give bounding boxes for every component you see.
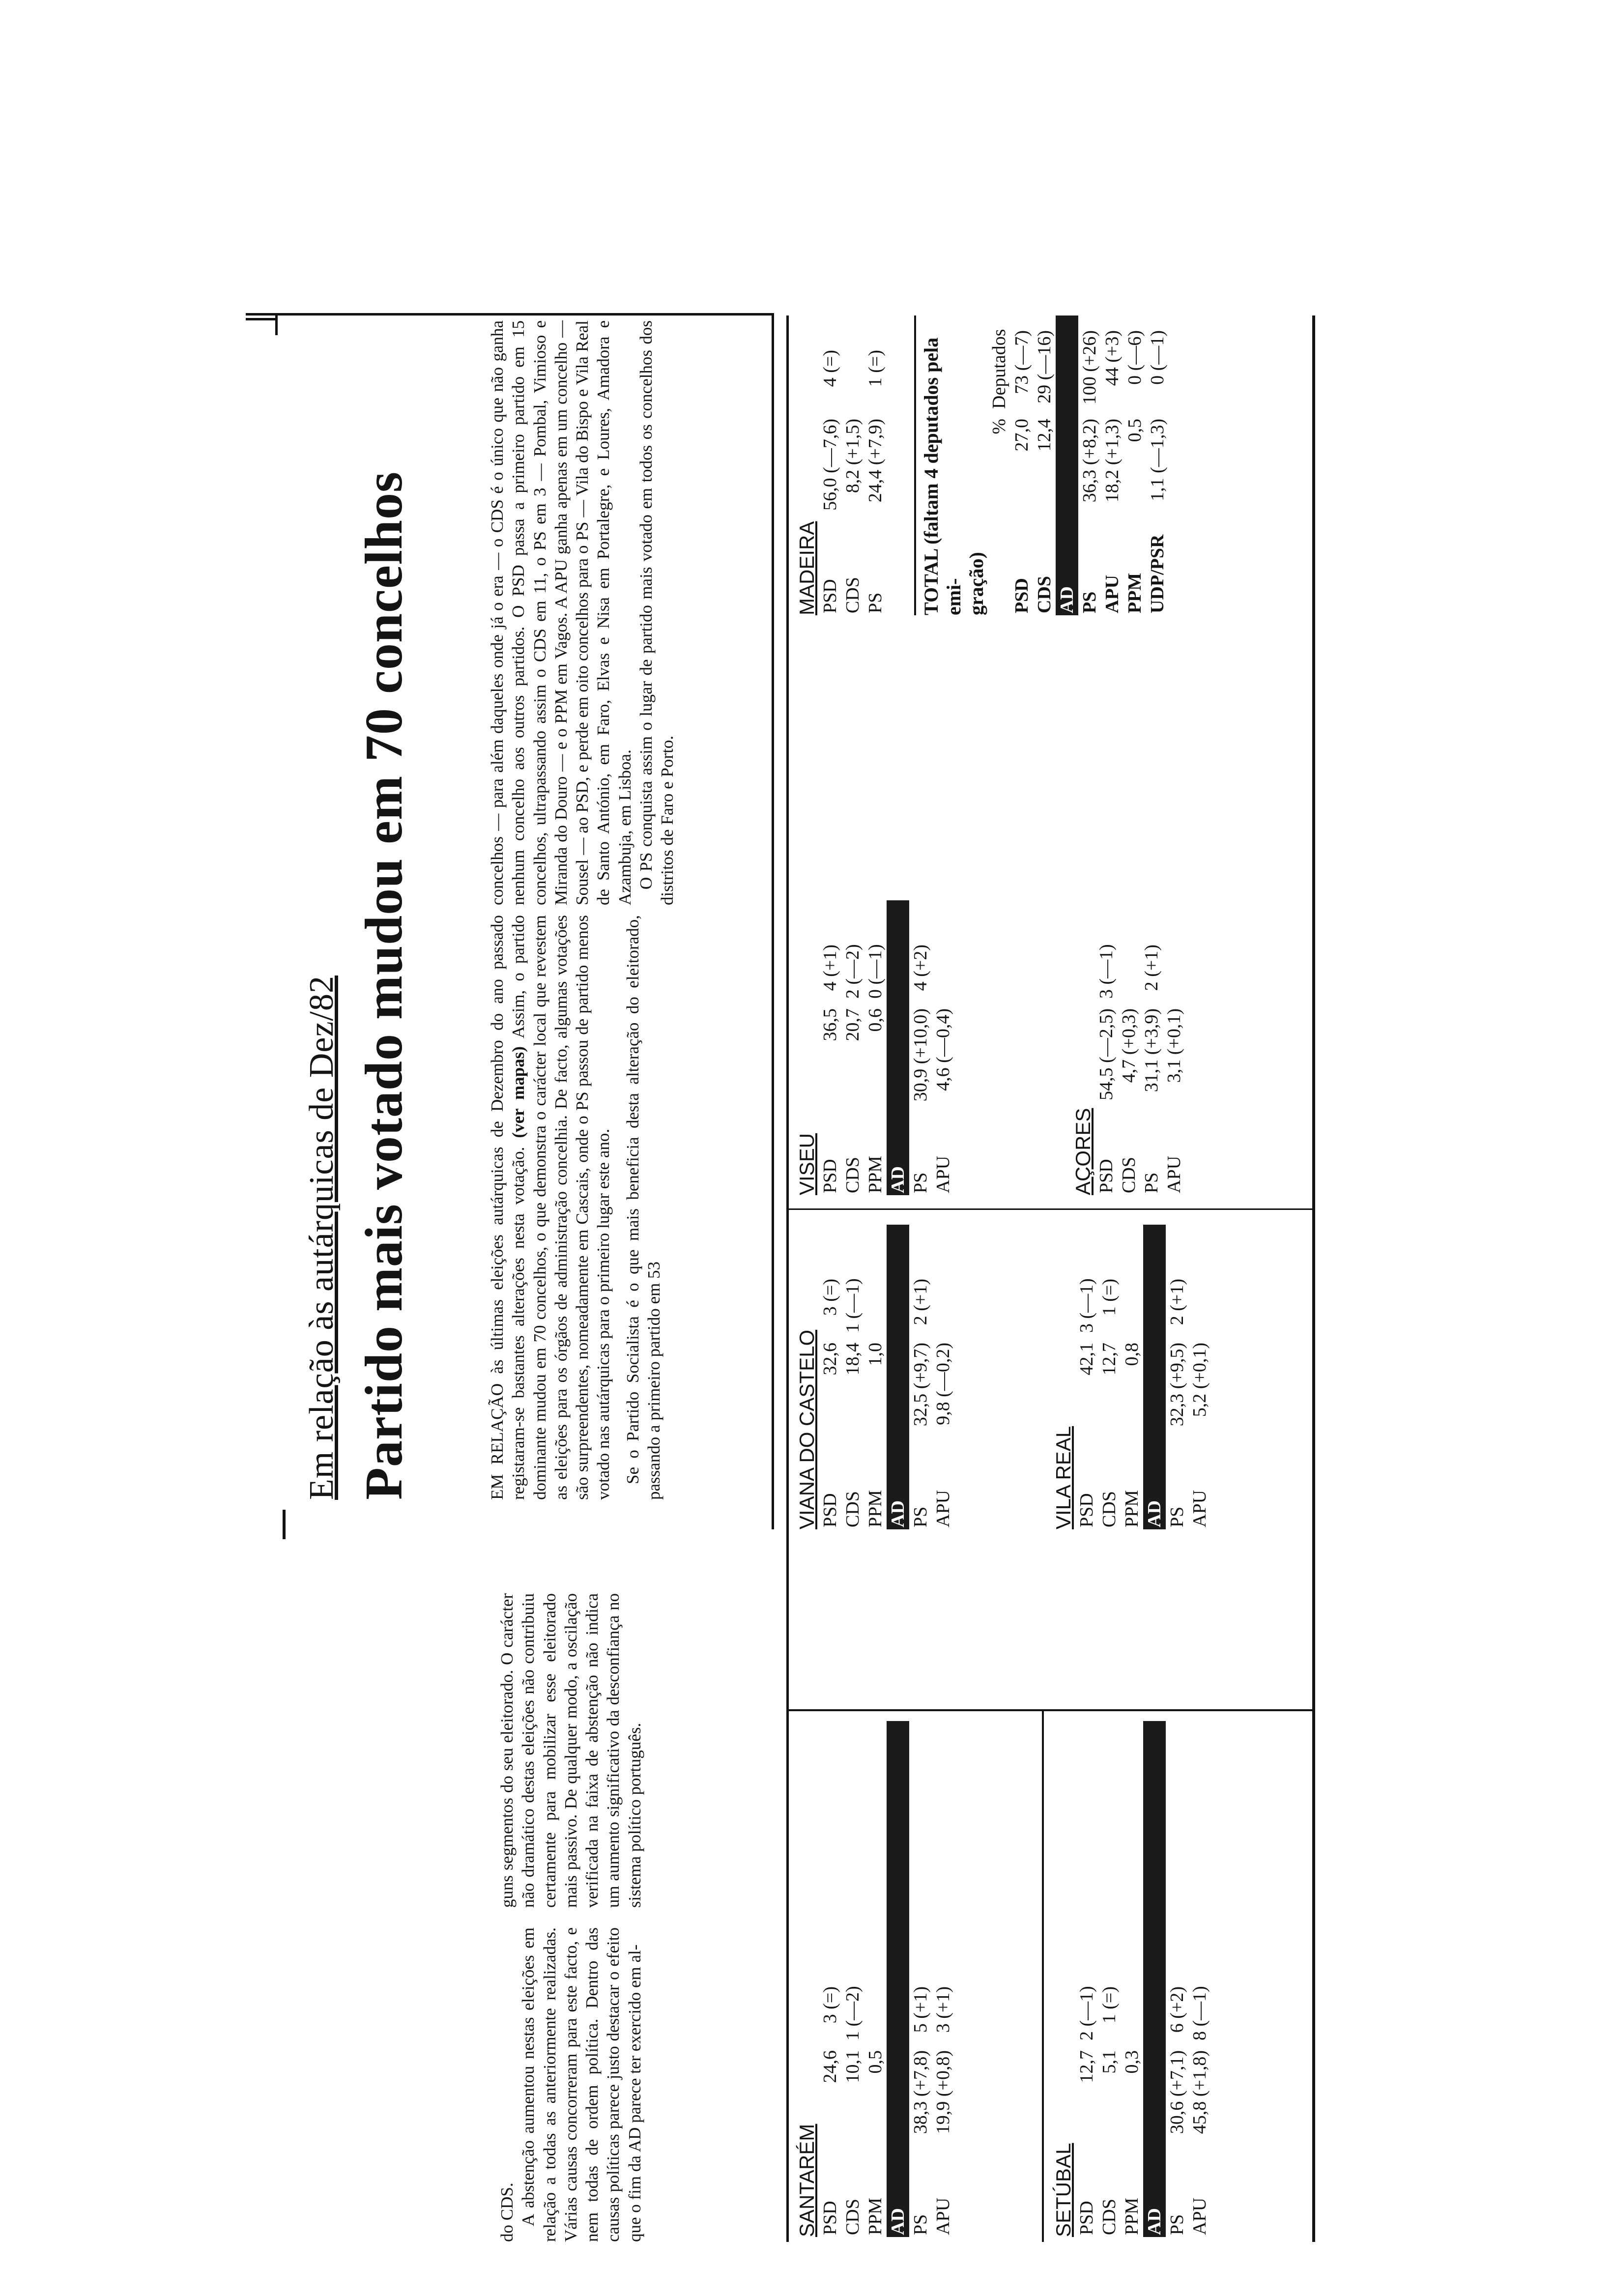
party-name: APU bbox=[1189, 1490, 1210, 1527]
party-name: PSD bbox=[1096, 1159, 1117, 1193]
vote-pct: 12,7 bbox=[1076, 2050, 1097, 2083]
party-name: PS bbox=[910, 1172, 931, 1193]
article-left-column-2 bbox=[496, 1593, 727, 1908]
table-row bbox=[841, 900, 864, 1195]
table-row bbox=[864, 320, 887, 615]
party-name: CDS bbox=[1119, 1157, 1139, 1193]
vote-pct: 4,7 (+0,3) bbox=[1119, 1008, 1139, 1083]
vote-pct: 0,5 bbox=[865, 2050, 886, 2074]
seats: 102 (—23) bbox=[1057, 326, 1077, 409]
vote-pct: 0,3 bbox=[1122, 2050, 1142, 2074]
table-viseu bbox=[795, 900, 954, 1195]
table-row bbox=[1075, 1721, 1098, 2237]
vote-pct: 8,2 (+1,5) bbox=[842, 419, 863, 493]
vote-pct: 0,6 bbox=[865, 1008, 886, 1032]
seats: 3 (—1) bbox=[1076, 1278, 1097, 1333]
article-left-column-1 bbox=[496, 1927, 727, 2242]
vote-pct: 3,1 (+0,1) bbox=[1164, 1008, 1184, 1083]
vote-pct: 36,3 (+8,2) bbox=[1079, 419, 1100, 503]
party-name: CDS bbox=[1099, 1491, 1120, 1527]
table-row-ad bbox=[1143, 1721, 1166, 2237]
seats: 4 (—2) bbox=[888, 1986, 908, 2040]
seats: 3 (=) bbox=[820, 1986, 840, 2024]
vote-pct: 31,1 (+3,9) bbox=[1141, 1008, 1162, 1092]
seats: 100 (+26) bbox=[1079, 330, 1100, 405]
table-row bbox=[1075, 1225, 1098, 1529]
seats: 1 (—2) bbox=[842, 1986, 863, 2040]
party-name: PSD bbox=[820, 579, 840, 613]
table-row bbox=[1140, 900, 1163, 1195]
left-col-1-para-1: do CDS. bbox=[497, 2182, 517, 2242]
table-viana-do-castelo bbox=[795, 1225, 954, 1529]
seats: 2 (+1) bbox=[1167, 1279, 1187, 1325]
seats: 3 (—1) bbox=[1096, 944, 1117, 999]
vote-pct: 5,2 (+0,1) bbox=[1189, 1343, 1210, 1417]
table-vila-real bbox=[1052, 1225, 1211, 1529]
table-row-ad bbox=[1143, 1225, 1166, 1529]
party-name: CDS bbox=[842, 2199, 863, 2235]
vote-pct: 1,1 (—1,3) bbox=[1147, 419, 1168, 501]
table-acores bbox=[1071, 900, 1185, 1195]
table-setubal bbox=[1052, 1721, 1211, 2237]
seats: 4 (=) bbox=[820, 350, 840, 387]
party-name: PS bbox=[1167, 1506, 1187, 1527]
table-row bbox=[1188, 1225, 1211, 1529]
table-viseu-title: VISEU bbox=[795, 1133, 818, 1195]
vote-pct: 18,1 (—6,0) bbox=[1144, 2050, 1165, 2142]
tables-col-divider-2 bbox=[786, 1208, 1312, 1210]
seats: 3 (—1) bbox=[1144, 1986, 1165, 2040]
party-name: AD bbox=[888, 1166, 908, 1193]
party-name: CDS bbox=[842, 1491, 863, 1527]
vote-pct: 32,3 (+9,5) bbox=[1167, 1343, 1187, 1427]
party-name: CDS bbox=[842, 1157, 863, 1193]
table-row bbox=[1118, 900, 1140, 1195]
seats: 1 (—1) bbox=[842, 1278, 863, 1333]
tables-mid-rule-left bbox=[1042, 1711, 1044, 2242]
total-top-rule bbox=[914, 316, 916, 615]
vote-pct: 18,4 bbox=[842, 1343, 863, 1376]
seats: 6 (+2) bbox=[1167, 1986, 1187, 2033]
left-col-1-para-2: A abstenção aumentou nestas eleições em relação a todas as anteriormente realizadas. Várias causas concorreram para este facto, e nem todas de ordem política. Dentro das causas políticas parece justo destacar o efeito que o fim da AD parece ter exercido em al- bbox=[518, 1927, 644, 2242]
article-box-left-tab bbox=[283, 1510, 286, 1539]
table-row bbox=[864, 1721, 887, 2237]
party-name: CDS bbox=[1034, 575, 1055, 613]
seats: 29 (—16) bbox=[1034, 330, 1055, 403]
table-row-ad bbox=[887, 1225, 909, 1529]
vote-pct: 24,6 bbox=[820, 2050, 840, 2083]
vote-pct: 0,5 bbox=[1124, 419, 1145, 442]
table-total-header bbox=[988, 316, 1010, 615]
party-name: PS bbox=[865, 592, 886, 613]
article-kicker: Em relação às autárquicas de Dez/82 bbox=[303, 976, 341, 1500]
seats: 2 (+1) bbox=[1141, 945, 1162, 991]
table-row bbox=[841, 320, 864, 615]
col-pct-header: % bbox=[989, 419, 1009, 434]
seats: 0 (—1) bbox=[1147, 330, 1168, 385]
table-total bbox=[920, 316, 1169, 615]
table-acores-title: AÇORES bbox=[1071, 1108, 1094, 1195]
article-headline: Partido mais votado mudou em 70 concelhos bbox=[355, 471, 413, 1500]
seats: 6 (—2) bbox=[888, 944, 908, 999]
table-row bbox=[1123, 316, 1146, 615]
table-row-ad bbox=[887, 900, 909, 1195]
party-name: PSD bbox=[820, 1159, 840, 1193]
party-name: APU bbox=[933, 1155, 953, 1193]
party-name: APU bbox=[1164, 1155, 1184, 1193]
party-name: PSD bbox=[1076, 2201, 1097, 2235]
party-name: PS bbox=[910, 1506, 931, 1527]
party-name: AD bbox=[888, 2208, 908, 2235]
table-row bbox=[841, 1721, 864, 2237]
vote-pct: 0,8 bbox=[1122, 1343, 1142, 1366]
vote-pct: 54,5 (—2,5) bbox=[1096, 1008, 1117, 1100]
table-row bbox=[932, 900, 954, 1195]
table-row bbox=[864, 900, 887, 1195]
vote-pct: 32,6 bbox=[820, 1343, 840, 1376]
party-name: PS bbox=[1141, 1172, 1162, 1193]
box-col-1-para-1 bbox=[487, 915, 614, 1500]
party-name: PS bbox=[1167, 2214, 1187, 2235]
party-name: PSD bbox=[1076, 1493, 1097, 1527]
box-col-1-para-2: Se o Partido Socialista é o que mais beneficia desta alteração do eleitorado, passando a primeiro partido em 53 bbox=[623, 915, 664, 1500]
table-row bbox=[1146, 316, 1169, 615]
box-col-1-rest: Assim, o partido dominante mudou em 70 concelhos, o que demonstra o carácter local que revestem as eleições para os órgãos de administração concelhia. De facto, algumas votações são surpreendentes, nomeadamente em Cascais, onde o PS passou de partido menos votado nas autárquicas para o primeiro lugar este ano. bbox=[509, 915, 613, 1500]
table-row bbox=[819, 320, 841, 615]
table-madeira bbox=[795, 320, 887, 615]
party-name: PPM bbox=[1122, 2197, 1142, 2235]
vote-pct: 12,4 bbox=[1034, 419, 1055, 452]
table-row bbox=[1033, 316, 1056, 615]
table-row bbox=[864, 1225, 887, 1529]
party-name: APU bbox=[933, 1490, 953, 1527]
table-row bbox=[1098, 1721, 1121, 2237]
table-row-ad bbox=[1056, 316, 1078, 615]
party-name: PPM bbox=[865, 1155, 886, 1193]
table-row bbox=[1166, 1721, 1188, 2237]
vote-pct: 39,9 (—6,8) bbox=[1057, 419, 1077, 511]
table-row bbox=[1121, 1721, 1143, 2237]
seats: 0 (—1) bbox=[865, 944, 886, 999]
party-name: AD bbox=[888, 1500, 908, 1527]
vote-pct: 24,4 (+7,9) bbox=[865, 419, 886, 503]
box-column-1 bbox=[487, 915, 703, 1500]
vote-pct: 45,8 (+1,8) bbox=[1189, 2050, 1210, 2134]
table-row bbox=[909, 900, 932, 1195]
article-box-top-tab bbox=[246, 318, 275, 320]
seats: 2 (—1) bbox=[1076, 1986, 1097, 2040]
col-seats-header: Deputados bbox=[989, 329, 1009, 409]
vote-pct: 32,5 (+9,7) bbox=[910, 1343, 931, 1427]
seats: 3 (+1) bbox=[933, 1986, 953, 2033]
party-name: APU bbox=[933, 2197, 953, 2235]
party-name: UDP/PSR bbox=[1147, 534, 1168, 613]
party-name: PS bbox=[1079, 591, 1100, 613]
seats: 8 (—1) bbox=[1189, 1986, 1210, 2040]
vote-pct: 20,7 bbox=[842, 1008, 863, 1041]
table-row bbox=[819, 900, 841, 1195]
left-col-2-para-1: guns segmentos do seu eleitorado. O carácter não dramático destas eleições não contribuiu certamente para mobilizar esse eleitorado mais passivo. De qualquer modo, a oscilação verificada na faixa de abstenção não indica um aumento significativo da desconfiança no sistema político português. bbox=[497, 1593, 644, 1908]
party-name: PPM bbox=[1124, 573, 1145, 613]
box-column-2 bbox=[487, 320, 722, 905]
party-name: PS bbox=[910, 2214, 931, 2235]
table-row bbox=[932, 1225, 954, 1529]
tables-top-rule bbox=[786, 316, 789, 2242]
seats: 4 (—1) bbox=[1144, 1278, 1165, 1333]
vote-pct: 9,8 (—0,2) bbox=[933, 1343, 953, 1425]
party-name: APU bbox=[1102, 574, 1123, 613]
seats: 1 (=) bbox=[1099, 1279, 1120, 1316]
table-row bbox=[1121, 1225, 1143, 1529]
seats: 73 (—7) bbox=[1011, 330, 1032, 394]
table-vilareal-title: VILA REAL bbox=[1052, 1426, 1075, 1529]
vote-pct: 36,5 bbox=[820, 1008, 840, 1041]
vote-pct: 56,0 (—7,6) bbox=[820, 419, 840, 511]
table-row bbox=[1010, 316, 1033, 615]
party-name: PPM bbox=[865, 1490, 886, 1527]
table-row bbox=[819, 1225, 841, 1529]
vote-pct: 52,0 (—8,1) bbox=[888, 1343, 908, 1435]
table-row bbox=[909, 1225, 932, 1529]
table-viana-title: VIANA DO CASTELO bbox=[795, 1329, 818, 1529]
box-col-2-para-1: concelhos — para além daqueles onde já o era — o CDS é o único que não ganha nenhum concelho aos outros partidos. O PSD passa a primeiro partido em 15 concelhos, ultrapassando assim o CDS em 11, o PS em 3 — Pombal, Vimioso e Miranda do Douro — e o PPM em Vagos. A APU ganha apenas em um concelho — Sousel — ao PSD, e perde em oito concelhos para o PS — Vila do Bispo e Vila Real de Santo António, em Faro, Elvas e Nisa em Portalegre, e Loures, Amadora e Azambuja, em Lisboa. bbox=[488, 320, 634, 905]
seats: 1 (=) bbox=[865, 350, 886, 387]
party-name: PSD bbox=[820, 1493, 840, 1527]
party-name: AD bbox=[1057, 586, 1077, 613]
tables-bottom-rule bbox=[1312, 316, 1315, 2242]
tables-col-divider-1 bbox=[786, 1709, 1312, 1711]
seats: 2 (—2) bbox=[842, 944, 863, 999]
table-row bbox=[1095, 900, 1118, 1195]
vote-pct: 10,1 bbox=[842, 2050, 863, 2083]
table-madeira-title: MADEIRA bbox=[795, 521, 818, 615]
table-row bbox=[909, 1721, 932, 2237]
box-col-1-ref: (ver mapas) bbox=[509, 1046, 528, 1138]
vote-pct: 5,1 bbox=[1099, 2050, 1120, 2074]
table-setubal-title: SETÚBAL bbox=[1052, 2143, 1075, 2237]
vote-pct: 42,1 bbox=[1076, 1343, 1097, 1376]
seats: 1 (=) bbox=[1099, 1986, 1120, 2024]
table-row-ad bbox=[887, 1721, 909, 2237]
table-row bbox=[1166, 1225, 1188, 1529]
table-santarem-title: SANTARÉM bbox=[795, 2124, 818, 2237]
vote-pct: 18,2 (+1,3) bbox=[1102, 419, 1123, 503]
party-name: CDS bbox=[1099, 2199, 1120, 2235]
vote-pct: 30,6 (+7,1) bbox=[1167, 2050, 1187, 2134]
seats: 2 (+1) bbox=[910, 1279, 931, 1325]
party-name: PPM bbox=[1122, 1490, 1142, 1527]
vote-pct: 38,3 (+7,8) bbox=[910, 2050, 931, 2134]
party-name: PPM bbox=[865, 2197, 886, 2235]
vote-pct: 12,7 bbox=[1099, 1343, 1120, 1376]
party-name: AD bbox=[1144, 1500, 1165, 1527]
vote-pct: 57,8 (—9,3) bbox=[888, 1008, 908, 1100]
party-name: CDS bbox=[842, 577, 863, 613]
table-total-title-line-2: gração) bbox=[965, 552, 987, 615]
seats: 4 (+1) bbox=[820, 945, 840, 991]
table-row bbox=[1078, 316, 1101, 615]
vote-pct: 55,6 (—9,0) bbox=[1144, 1343, 1165, 1435]
table-total-title-line-1: TOTAL (faltam 4 deputados pela emi- bbox=[920, 337, 965, 615]
party-name: PSD bbox=[1011, 578, 1032, 613]
vote-pct: 1,0 bbox=[865, 1343, 886, 1366]
table-santarem bbox=[795, 1721, 954, 2237]
vote-pct: 35,2 (—5,5) bbox=[888, 2050, 908, 2142]
seats: 5 (+1) bbox=[910, 1986, 931, 2033]
vote-pct: 19,9 (+0,8) bbox=[933, 2050, 953, 2134]
table-row bbox=[1098, 1225, 1121, 1529]
table-row bbox=[932, 1721, 954, 2237]
party-name: AD bbox=[1144, 2208, 1165, 2235]
party-name: PSD bbox=[820, 2201, 840, 2235]
seats: 3 (=) bbox=[820, 1279, 840, 1316]
table-row bbox=[819, 1721, 841, 2237]
vote-pct: 4,6 (—0,4) bbox=[933, 1008, 953, 1091]
vote-pct: 27,0 bbox=[1011, 419, 1032, 452]
vote-pct: 30,9 (+10,0) bbox=[910, 1008, 931, 1102]
box-col-1-lead: EM RELAÇÃO às últimas eleições autárquicas de Dezembro do ano passado registaram-se bastantes alterações nesta votação. bbox=[488, 915, 528, 1500]
seats: 0 (—6) bbox=[1124, 330, 1145, 385]
seats: 4 (—1) bbox=[888, 1278, 908, 1333]
box-col-2-para-2: O PS conquista assim o lugar de partido mais votado em todos os concelhos dos distritos de Faro e Porto. bbox=[636, 320, 677, 905]
table-row bbox=[841, 1225, 864, 1529]
table-row bbox=[1188, 1721, 1211, 2237]
seats: 4 (+2) bbox=[910, 945, 931, 991]
party-name: APU bbox=[1189, 2197, 1210, 2235]
seats: 44 (+3) bbox=[1102, 330, 1123, 386]
table-row bbox=[1101, 316, 1123, 615]
table-row bbox=[1163, 900, 1185, 1195]
